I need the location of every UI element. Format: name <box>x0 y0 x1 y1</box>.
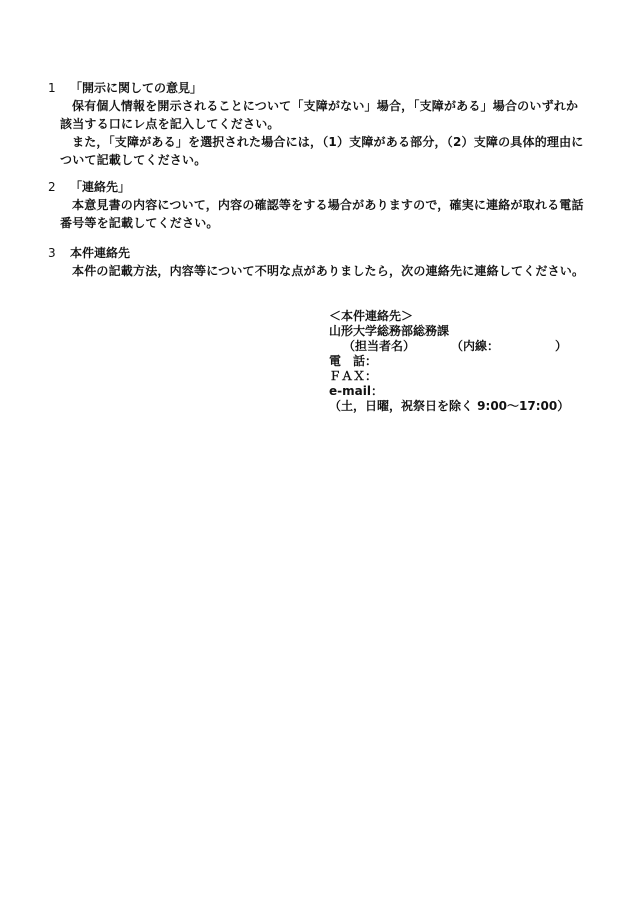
section-heading <box>48 244 588 262</box>
contact-extension-open: （内線： <box>451 339 500 353</box>
section-title: 「連絡先」 <box>70 180 131 194</box>
section-heading <box>48 79 588 97</box>
section-contact-info <box>48 178 588 232</box>
section-paragraph: 保有個人情報を開示されることについて「支障がない」場合，「支障がある」場合のいずれか該当する口にレ点を記入してください。 <box>60 99 579 131</box>
section-paragraph: 本件の記載方法，内容等について不明な点がありましたら，次の連絡先に連絡してください。 <box>72 264 585 278</box>
section-paragraph: また，「支障がある」を選択された場合には，（1）支障がある部分，（2）支障の具体的理由について記載してください。 <box>60 135 584 167</box>
section-opinion <box>48 79 588 169</box>
contact-extension-close: ） <box>555 339 568 353</box>
contact-person-label: （担当者名） <box>343 339 416 353</box>
section-number: 2 <box>48 180 56 194</box>
section-heading <box>48 178 588 196</box>
section-inquiry <box>48 244 588 280</box>
contact-block <box>329 309 589 414</box>
contact-header: ＜本件連絡先＞ <box>329 309 414 323</box>
contact-department: 山形大学総務部総務課 <box>329 324 450 338</box>
section-title: 本件連絡先 <box>70 246 131 260</box>
contact-email: e-mail： <box>329 384 383 398</box>
section-title: 「開示に関しての意見」 <box>70 81 203 95</box>
contact-person-row <box>329 339 589 354</box>
section-number: 1 <box>48 81 56 95</box>
contact-phone: 電 話： <box>329 354 378 368</box>
section-paragraph: 本意見書の内容について，内容の確認等をする場合がありますので，確実に連絡が取れる電話番号等を記載してください。 <box>60 198 584 230</box>
section-number: 3 <box>48 246 56 260</box>
contact-hours: （土，日曜，祝祭日を除く 9:00～17:00） <box>329 399 570 413</box>
contact-fax: ＦＡＸ： <box>329 369 378 383</box>
